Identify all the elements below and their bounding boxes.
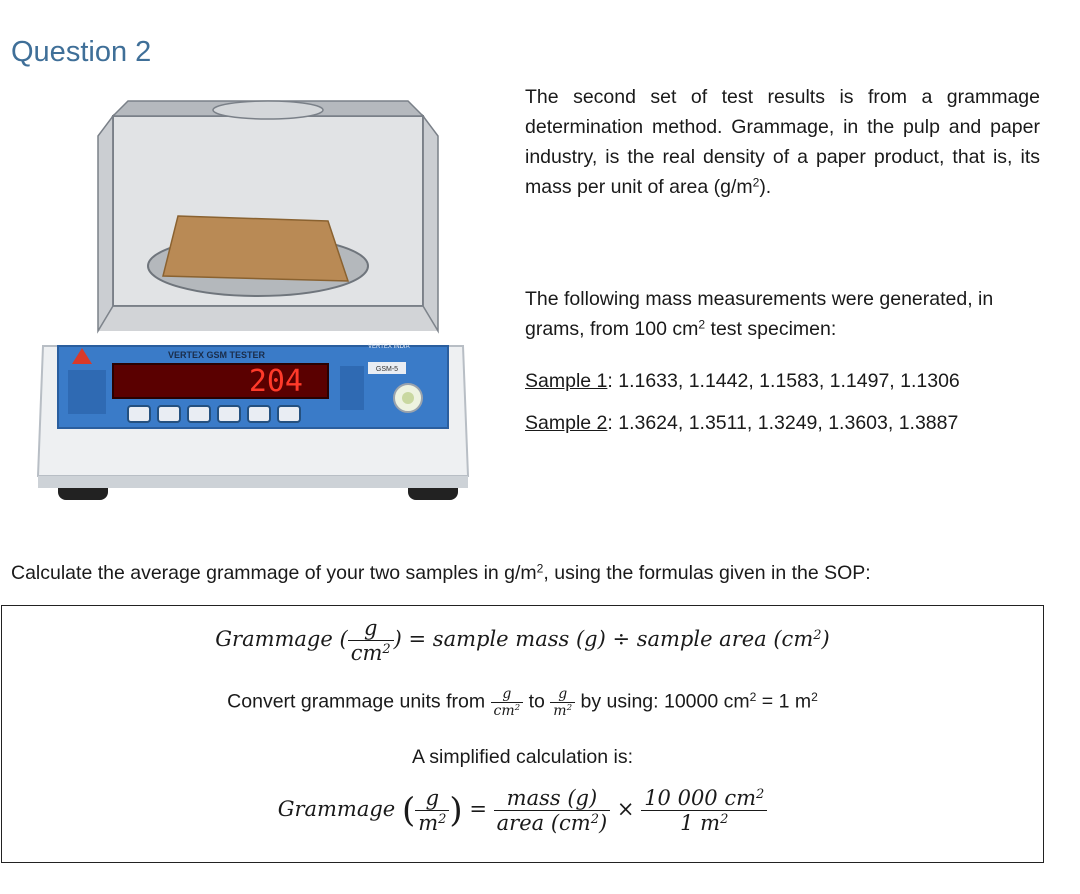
lid-handle (213, 101, 323, 119)
top-right-label: VERTEX INDIA (368, 344, 410, 350)
sample-1-values: : 1.1633, 1.1442, 1.1583, 1.1497, 1.1306 (607, 370, 960, 392)
simplified-label: A simplified calculation is: (411, 746, 634, 768)
cardboard-sample (163, 216, 348, 281)
svg-text:GSM-5: GSM-5 (375, 366, 399, 373)
simplified-formula: Grammage ( $\frac{g}{m^2}$ ) = $\frac{\text{mass (g)}}{area (cm^2)}$ × $\frac{10 000 cm^2}{1 m^2}$ (2, 786, 1043, 835)
question-heading: Question 2 (11, 36, 152, 68)
display-reading: 204 (248, 364, 303, 399)
brand-label: VERTEX GSM TESTER (168, 350, 266, 360)
grammage-formula: Grammage ( $\frac{g}{cm^2}$ ) = sample mass (g) ÷ sample area $(cm^2)$ (215, 616, 830, 665)
sample-2-values: : 1.3624, 1.3511, 1.3249, 1.3603, 1.3887 (607, 412, 959, 434)
gsm-tester-scale-image (28, 96, 478, 516)
formula-box (1, 605, 1044, 863)
sample-1-label: Sample 1 (525, 370, 608, 392)
instruction-text: Calculate the average grammage of your two samples in $g/m^2$, using the formulas given in the SOP: (11, 561, 871, 584)
unit-conversion-line: Convert grammage units from $\frac{g}{cm^2}$ to $\frac{g}{m^2}$ by using: 10000 $cm^2 = 1$ $m^2$ (227, 686, 818, 719)
intro-paragraph: The second set of test results is from a grammage determination method. Grammage, in the pulp and paper industry, is the real density of a paper product, that is, its mass per unit of area $(g/m^2)$. (525, 86, 1040, 198)
sample-2-label: Sample 2 (525, 412, 608, 434)
measurements-lead: The following mass measurements were generated, in grams, from 100 $cm^2$ test specimen: (525, 288, 994, 340)
sample-2-row (525, 412, 958, 435)
sample-1-row (525, 370, 960, 393)
